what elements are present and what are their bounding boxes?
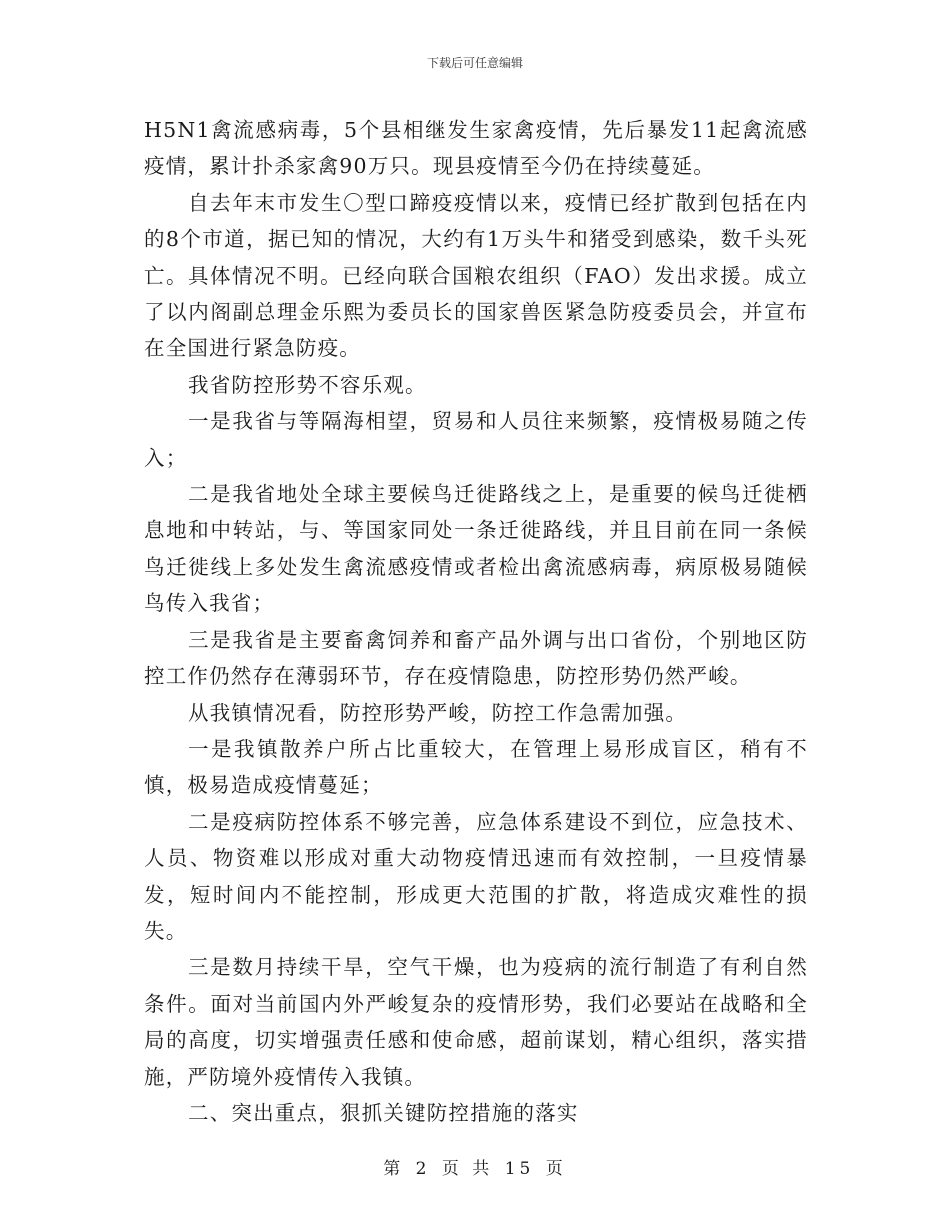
paragraph: H5N1禽流感病毒，5个县相继发生家禽疫情，先后暴发11起禽流感疫情，累计扑杀家禽90万只。现县疫情至今仍在持续蔓延。 — [144, 118, 808, 179]
page-header: 下载后可任意编辑 — [426, 56, 523, 70]
current-page-number: 2 — [415, 1159, 431, 1179]
paragraph: 二是我省地处全球主要候鸟迁徙路线之上，是重要的候鸟迁徙栖息地和中转站，与、等国家同处一条迁徙路线，并且目前在同一条候鸟迁徙线上多处发生禽流感疫情或者检出禽流感病毒，病原极易随候鸟传入我省； — [144, 482, 808, 616]
paragraph: 三是我省是主要畜禽饲养和畜产品外调与出口省份，个别地区防控工作仍然存在薄弱环节，存在疫情隐患，防控形势仍然严峻。 — [144, 627, 808, 689]
document-body — [144, 112, 808, 1131]
page-footer — [0, 1154, 950, 1179]
footer-prefix: 第 — [383, 1159, 405, 1179]
paragraph: 我省防控形势不容乐观。 — [188, 372, 427, 397]
footer-middle: 页 共 — [441, 1159, 494, 1179]
paragraph: 三是数月持续干旱，空气干燥，也为疫病的流行制造了有利自然条件。面对当前国内外严峻复杂的疫情形势，我们必要站在战略和全局的高度，切实增强责任感和使命感，超前谋划，精心组织，落实措施，严防境外疫情传入我镇。 — [144, 955, 808, 1089]
paragraph: 自去年末市发生〇型口蹄疫疫情以来，疫情已经扩散到包括在内的8个市道，据已知的情况，大约有1万头牛和猪受到感染，数千头死亡。具体情况不明。已经向联合国粮农组织（FAO）发出求援。成立了以内阁副总理金乐熙为委员长的国家兽医紧急防疫委员会，并宣布在全国进行紧急防疫。 — [144, 190, 808, 361]
total-page-count: 15 — [504, 1159, 535, 1179]
section-heading: 二、突出重点，狠抓关键防控措施的落实 — [188, 1100, 579, 1125]
footer-suffix: 页 — [545, 1159, 567, 1179]
paragraph: 一是我省与等隔海相望，贸易和人员往来频繁，疫情极易随之传入； — [144, 409, 808, 470]
paragraph: 从我镇情况看，防控形势严峻，防控工作急需加强。 — [188, 700, 688, 725]
paragraph: 二是疫病防控体系不够完善，应急体系建设不到位，应急技术、人员、物资难以形成对重大动物疫情迅速而有效控制，一旦疫情暴发，短时间内不能控制，形成更大范围的扩散，将造成灾难性的损失。 — [144, 809, 808, 943]
paragraph: 一是我镇散养户所占比重较大，在管理上易形成盲区，稍有不慎，极易造成疫情蔓延； — [144, 736, 808, 798]
